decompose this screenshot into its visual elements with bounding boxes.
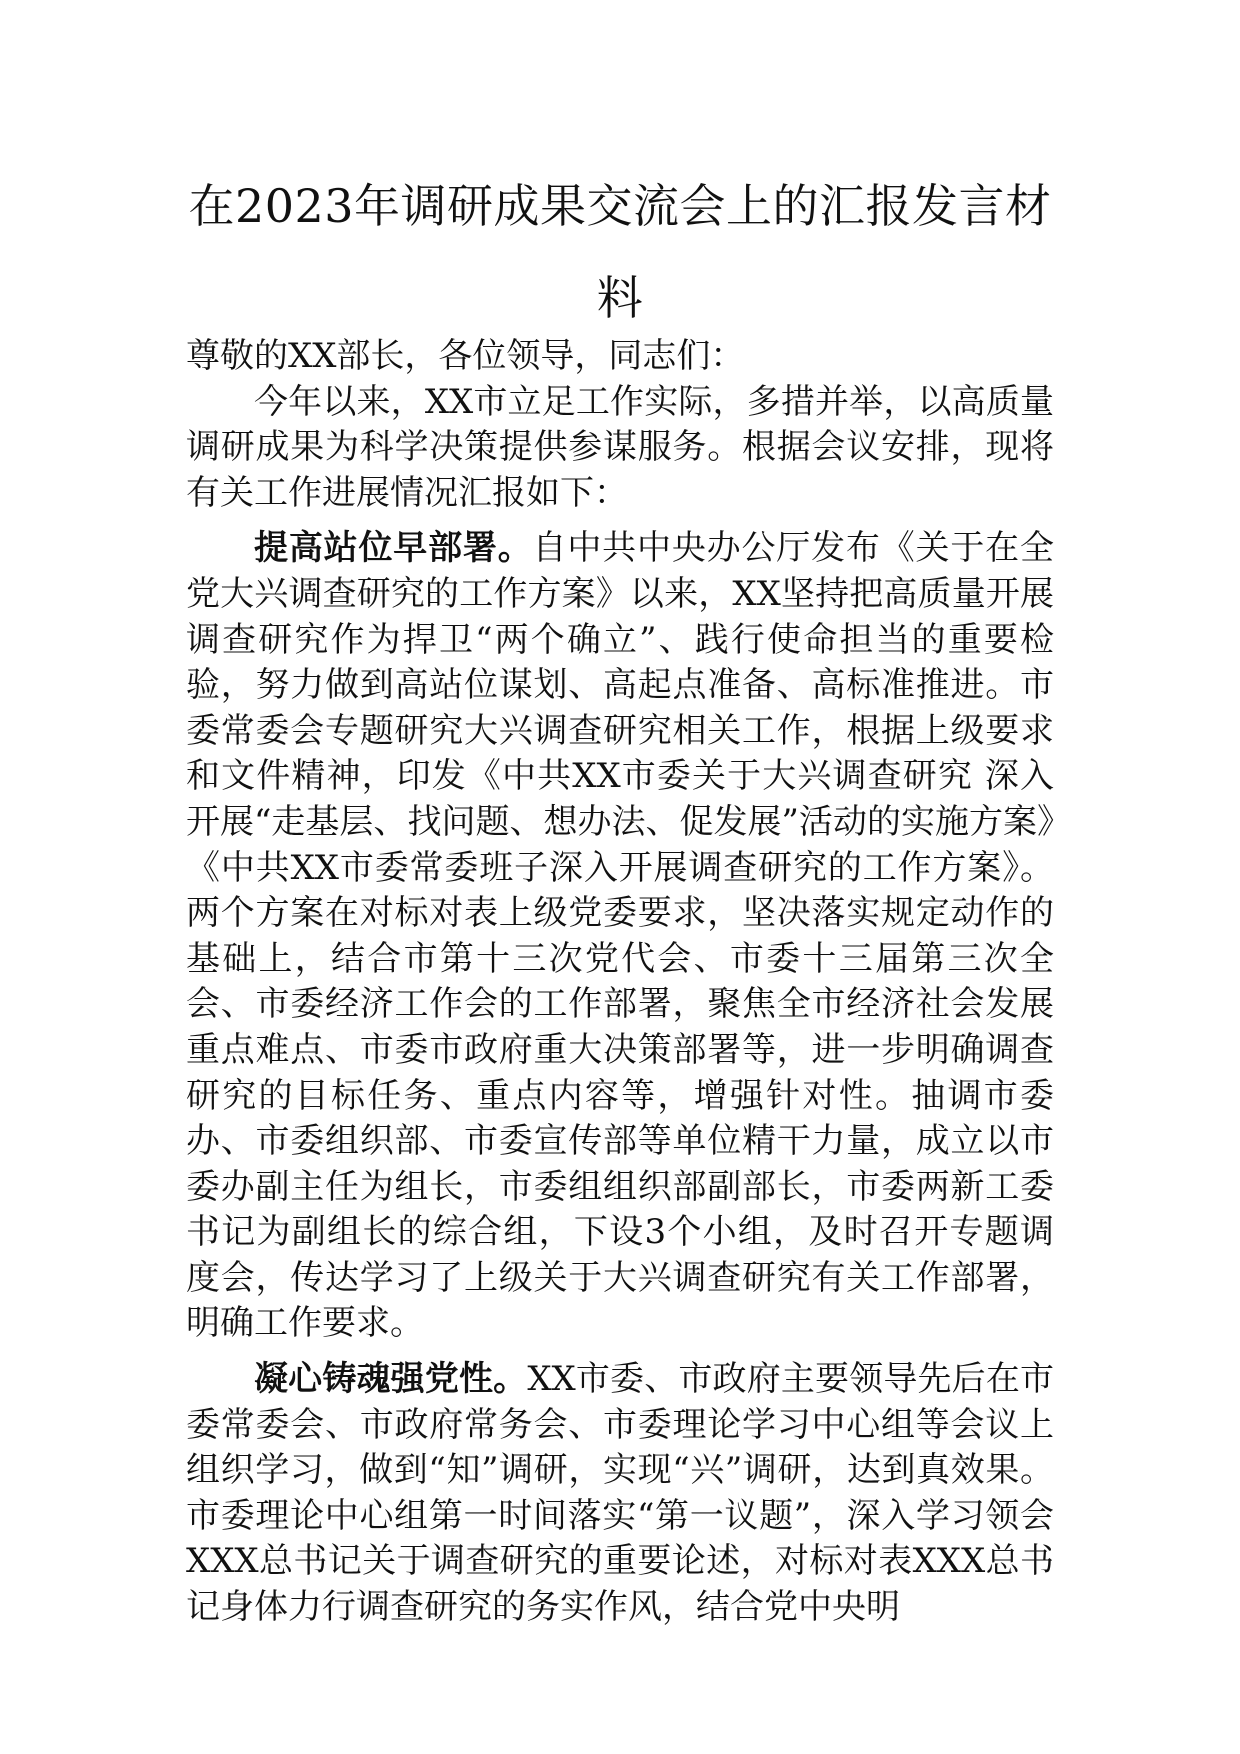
paragraph-intro <box>186 380 1054 517</box>
paragraph-deployment <box>186 526 1054 1347</box>
paragraph-party-spirit-text: XX市委、市政府主要领导先后在市委常委会、市政府常务会、市委理论学习中心组等会议上组织学习，做到“知”调研，实现“兴”调研，达到真效果。市委理论中心组第一时间落实“第一议题”，深入学习领会XXX总书记关于调查研究的重要论述，对标对表XXX总书记身体力行调查研究的务实作风，结合党中央明 <box>186 1359 1054 1628</box>
paragraph-intro-text: 今年以来，XX市立足工作实际，多措并举，以高质量调研成果为科学决策提供参谋服务。根据会议安排，现将有关工作进展情况汇报如下： <box>186 381 1054 513</box>
paragraph-deployment-text: 自中共中央办公厅发布《关于在全党大兴调查研究的工作方案》以来，XX坚持把高质量开展调查研究作为捍卫“两个确立”、践行使命担当的重要检验，努力做到高站位谋划、高起点准备、高标准推进。市委常委会专题研究大兴调查研究相关工作，根据上级要求和文件精神，印发《中共XX市委关于大兴调查研究 深入开展“走基层、找问题、想办法、促发展”活动的实施方案》《中共XX市委常委班子深入开展调查研究的工作方案》。两个方案在对标对表上级党委要求，坚决落实规定动作的基础上，结合市第十三次党代会、市委十三届第三次全会、市委经济工作会的工作部署，聚焦全市经济社会发展重点难点、市委市政府重大决策部署等，进一步明确调查研究的目标任务、重点内容等，增强针对性。抽调市委办、市委组织部、市委宣传部等单位精干力量，成立以市委办副主任为组长，市委组组织部副部长，市委两新工委书记为副组长的综合组，下设3个小组，及时召开专题调度会，传达学习了上级关于大兴调查研究有关工作部署，明确工作要求。 <box>186 528 1055 1344</box>
paragraph-party-spirit <box>186 1357 1054 1631</box>
document-title: 在2023年调研成果交流会上的汇报发言材料 <box>188 179 1052 325</box>
paragraph-party-spirit-heading: 凝心铸魂强党性。 <box>254 1359 528 1400</box>
document-body <box>186 334 1054 1631</box>
salutation: 尊敬的XX部长，各位领导，同志们： <box>186 336 745 376</box>
paragraph-deployment-heading: 提高站位早部署。 <box>254 528 533 569</box>
